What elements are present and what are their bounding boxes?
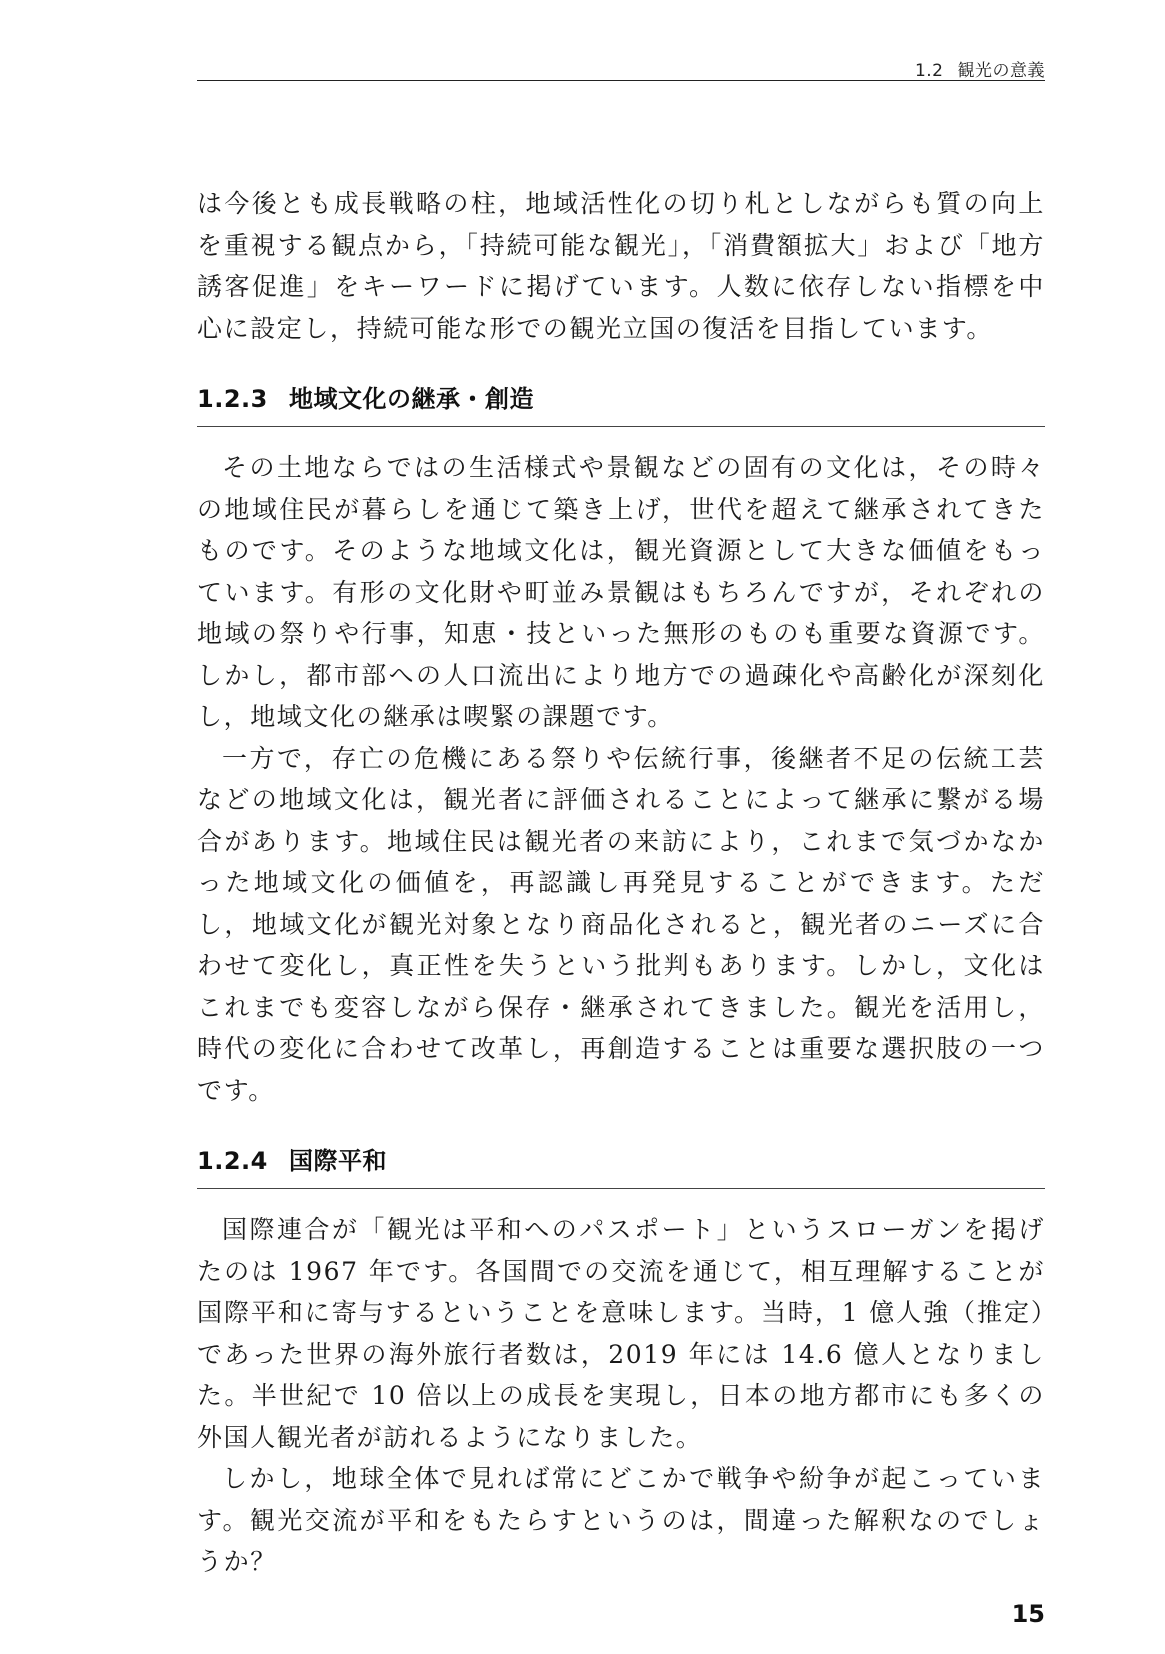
page-number: 15	[1011, 1600, 1045, 1628]
section-title: 国際平和	[289, 1147, 387, 1175]
section-number: 1.2.3	[197, 385, 268, 413]
section-paragraph: しかし，地球全体で見れば常にどこかで戦争や紛争が起こっています。観光交流が平和をもたらすというのは，間違った解釈なのでしょうか？	[197, 1464, 1045, 1576]
body-text	[197, 183, 1045, 1583]
section-paragraph: 一方で，存亡の危機にある祭りや伝統行事，後継者不足の伝統工芸などの地域文化は，観光者に評価されることによって継承に繋がる場合があります。地域住民は観光者の来訪により，これまで気づかなかった地域文化の価値を，再認識し再発見することができます。ただし，地域文化が観光対象となり商品化されると，観光者のニーズに合わせて変化し，真正性を失うという批判もあります。しかし，文化はこれまでも変容しながら保存・継承されてきました。観光を活用し，時代の変化に合わせて改革し，再創造することは重要な選択肢の一つです。	[197, 743, 1045, 1105]
section-paragraph: 国際連合が「観光は平和へのパスポート」というスローガンを掲げたのは 1967 年です。各国間での交流を通じて，相互理解することが国際平和に寄与するということを意味します。当時，1 億人強（推定）であった世界の海外旅行者数は，2019 年には 14.6 億人となりました。半世紀で 10 倍以上の成長を実現し，日本の地方都市にも多くの外国人観光者が訪れるようになりました。	[197, 1215, 1045, 1452]
section-title: 地域文化の継承・創造	[289, 385, 534, 413]
running-head-number: 1.2	[914, 61, 944, 81]
section-heading-1-2-3	[197, 379, 1045, 427]
running-head	[915, 56, 1045, 81]
header-rule	[197, 80, 1045, 81]
running-head-title: 観光の意義	[957, 61, 1045, 81]
intro-paragraph: は今後とも成長戦略の柱，地域活性化の切り札としながらも質の向上を重視する観点から，「持続可能な観光」，「消費額拡大」および「地方誘客促進」をキーワードに掲げています。人数に依存しない指標を中心に設定し，持続可能な形での観光立国の復活を目指しています。	[197, 189, 1045, 343]
section-paragraph: その土地ならではの生活様式や景観などの固有の文化は，その時々の地域住民が暮らしを通じて築き上げ，世代を超えて継承されてきたものです。そのような地域文化は，観光資源として大きな価値をもっています。有形の文化財や町並み景観はもちろんですが，それぞれの地域の祭りや行事，知恵・技といった無形のものも重要な資源です。しかし，都市部への人口流出により地方での過疎化や高齢化が深刻化し，地域文化の継承は喫緊の課題です。	[197, 453, 1045, 731]
section-number: 1.2.4	[197, 1147, 268, 1175]
section-heading-1-2-4	[197, 1141, 1045, 1189]
